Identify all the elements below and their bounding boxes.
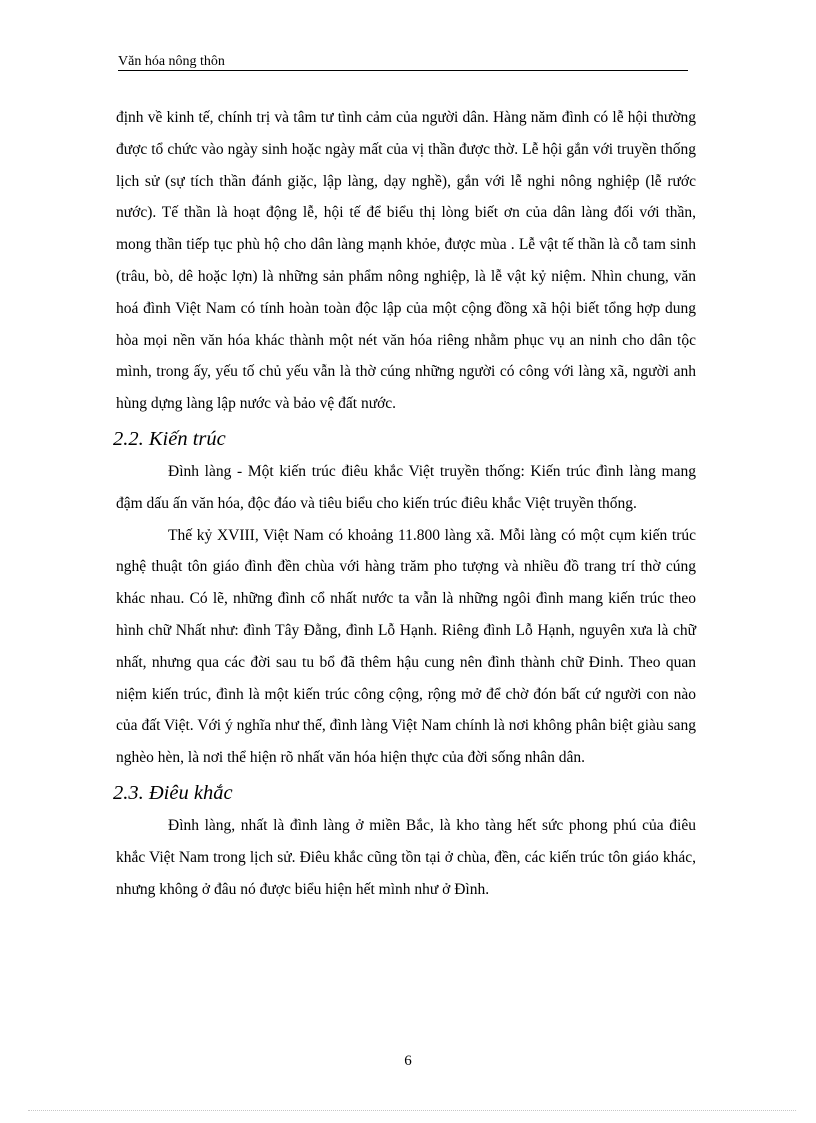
paragraph-architecture-1: Đình làng - Một kiến trúc điêu khắc Việt truyền thống: Kiến trúc đình làng mang đậm dấu ấn văn hóa, độc đáo và tiêu biểu cho kiến trúc điêu khắc Việt truyền thống.	[116, 462, 696, 512]
section-heading-architecture: 2.2. Kiến trúc	[113, 427, 226, 450]
section-heading-sculpture: 2.3. Điêu khắc	[113, 781, 233, 804]
paragraph-architecture-2: Thế kỷ XVIII, Việt Nam có khoảng 11.800 làng xã. Mỗi làng có một cụm kiến trúc nghệ thuật tôn giáo đình đền chùa với hàng trăm pho tượng và nhiều đồ trang trí thờ cúng khác nhau. Có lẽ, những đình cổ nhất nước ta vẫn là những ngôi đình mang kiến trúc theo hình chữ Nhất như: đình Tây Đằng, đình Lỗ Hạnh. Riêng đình Lỗ Hạnh, nguyên xưa là chữ nhất, nhưng qua các đời sau tu bổ đã thêm hậu cung nên đình thành chữ Đinh. Theo quan niệm kiến trúc, đình là một kiến trúc công cộng, rộng mở để chờ đón bất cứ người con nào của đất Việt. Với ý nghĩa như thế, đình làng Việt Nam chính là nơi không phân biệt giàu sang nghèo hèn, là nơi thể hiện rõ nhất văn hóa hiện thực của đời sống nhân dân.	[116, 526, 696, 767]
page-bottom-border	[28, 1110, 796, 1111]
page-header	[118, 52, 688, 71]
paragraph-intro: định về kinh tế, chính trị và tâm tư tình cảm của người dân. Hàng năm đình có lễ hội thường được tổ chức vào ngày sinh hoặc ngày mất của vị thần được thờ. Lễ hội gắn với truyền thống lịch sử (sự tích thần đánh giặc, lập làng, dạy nghề), gắn với lễ nghi nông nghiệp (lễ rước nước). Tế thần là hoạt động lễ, hội tế để biểu thị lòng biết ơn của dân làng đối với thần, mong thần tiếp tục phù hộ cho dân làng mạnh khỏe, được mùa . Lễ vật tế thần là cỗ tam sinh (trâu, bò, dê hoặc lợn) là những sản phẩm nông nghiệp, là lễ vật kỷ niệm. Nhìn chung, văn hoá đình Việt Nam có tính hoàn toàn độc lập của một cộng đồng xã hội biết tổng hợp dung hòa mọi nền văn hóa khác thành một nét văn hóa riêng nhằm phục vụ an ninh cho dân tộc mình, trong ấy, yếu tố chủ yếu vẫn là thờ cúng những người có công với làng xã, người anh hùng dựng làng lập nước và bảo vệ đất nước.	[116, 109, 696, 413]
document-body	[113, 102, 696, 905]
page-number: 6	[404, 1053, 412, 1069]
paragraph-sculpture-1: Đình làng, nhất là đình làng ở miền Bắc, là kho tàng hết sức phong phú của điêu khắc Việt Nam trong lịch sử. Điêu khắc cũng tồn tại ở chùa, đền, các kiến trúc tôn giáo khác, nhưng không ở đâu nó được biểu hiện hết mình như ở Đình.	[116, 816, 696, 898]
header-title: Văn hóa nông thôn	[118, 54, 225, 69]
